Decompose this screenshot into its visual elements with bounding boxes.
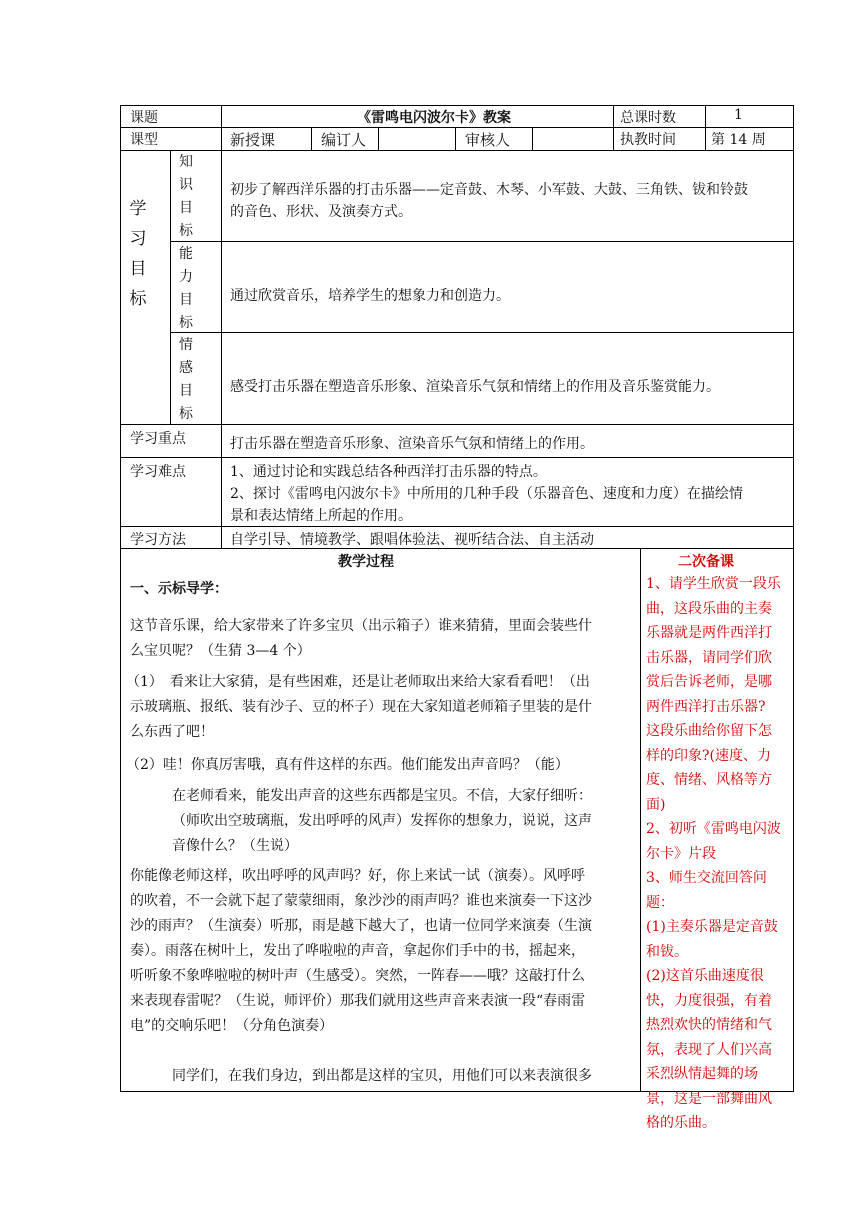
process-line: 沙的雨声？（生演奏）听那，雨是越下越大了，也请一位同学来演奏（生演: [130, 918, 592, 934]
methods-label: 学习方法: [130, 532, 186, 548]
prep-line: 3、师生交流回答问: [646, 870, 767, 886]
prep-line: 面): [646, 796, 666, 813]
prep-line: 采烈纵情起舞的场: [646, 1066, 758, 1082]
process-line: 在老师看来，能发出声音的这些东西都是宝贝。不信，大家仔细听：: [172, 788, 592, 804]
rule-v-prep: [640, 548, 641, 1091]
rule-v-subcol: [170, 150, 171, 424]
process-line: 这节音乐课，给大家带来了许多宝贝（出示箱子）谁来猜猜，里面会装些什: [130, 618, 592, 634]
rule-v-type-c: [455, 127, 456, 150]
prep-line: 样的印象?(速度、力: [646, 747, 771, 764]
prep-line: 氛，表现了人们兴高: [646, 1041, 772, 1058]
process-line: 音像什么？（生说）: [172, 838, 298, 854]
methods-text: 自学引导、情境教学、跟唱体验法、视听结合法、自主活动: [230, 532, 594, 548]
total-hours-value: 1: [734, 107, 743, 123]
ability-text: 通过欣赏音乐，培养学生的想象力和创造力。: [230, 288, 510, 304]
process-line: 听听象不象哗啦啦的树叶声（生感受）。突然，一阵春——哦？这敲打什么: [130, 968, 585, 984]
difficulties-line-1: 1、通过讨论和实践总结各种西洋打击乐器的特点。: [230, 464, 547, 480]
process-line: 示玻璃瓶、报纸、装有沙子、豆的杯子）现在大家知道老师箱子里装的是什: [130, 699, 592, 715]
rule-h-ability: [170, 332, 793, 333]
process-line: （1） 看来让大家猜，是有些困难，还是让老师取出来给大家看看吧！（出: [126, 674, 590, 690]
prep-body: [646, 572, 792, 1136]
prep-line: 2、初听《雷鸣电闪波: [646, 821, 781, 837]
process-line: 么宝贝呢？（生猜 3—4 个）: [130, 643, 311, 659]
process-line: （师吹出空玻璃瓶，发出呼呼的风声）发挥你的想象力，说说，这声: [172, 813, 592, 829]
course-label: 课题: [130, 110, 158, 126]
ability-label: 能 力 目 标: [179, 246, 193, 331]
rule-h-knowledge: [170, 241, 793, 242]
difficulties-line-3: 景和表达情绪上所起的作用。: [230, 508, 412, 524]
prep-line: 题：: [646, 894, 674, 911]
prep-line: 曲，这段乐曲的主奏: [646, 600, 772, 617]
section-1-heading: 一、示标导学：: [130, 581, 228, 597]
keypoints-label: 学习重点: [130, 431, 186, 447]
prep-line: (2)这首乐曲速度很: [646, 968, 764, 984]
knowledge-text-2: 的音色、形状、及演奏方式。: [230, 204, 412, 220]
prep-line: 击乐器，请同学们欣: [646, 649, 772, 666]
rule-v-type-d: [532, 127, 533, 150]
process-line: （2）哇！你真厉害哦，真有件这样的东西。他们能发出声音吗？（能）: [126, 757, 569, 773]
emotion-label: 情 感 目 标: [179, 337, 193, 422]
prep-line: 度、情绪、风格等方: [646, 772, 772, 788]
prep-line: 1、请学生欣赏一段乐: [646, 576, 781, 592]
rule-v-left: [120, 105, 121, 1092]
prep-line: 热烈欢快的情绪和气: [646, 1017, 772, 1033]
rule-v-type-a: [311, 127, 312, 150]
prep-line: 这段乐曲给你留下怎: [646, 723, 772, 739]
teach-time-value: 第 14 周: [711, 132, 766, 148]
rule-v-right: [793, 105, 794, 1092]
process-title: 教学过程: [338, 554, 394, 570]
prep-line: 景，这是一部舞曲风: [646, 1090, 772, 1107]
rule-v-type-b: [378, 127, 379, 150]
rule-v-labelcol: [221, 105, 222, 548]
process-line: 同学们，在我们身边，到出都是这样的宝贝，用他们可以来表演很多: [172, 1068, 592, 1084]
prep-line: 两件西洋打击乐器?: [646, 698, 766, 715]
total-hours-label: 总课时数: [620, 110, 676, 126]
type-label: 课型: [130, 132, 158, 148]
process-line: 么东西了吧！: [130, 724, 214, 740]
prep-line: 快，力度很强，有着: [646, 992, 772, 1009]
process-line: 电”的交响乐吧！（分角色演奏）: [130, 1018, 334, 1034]
process-line: 的吹着，不一会就下起了蒙蒙细雨，象沙沙的雨声吗？谁也来演奏一下这沙: [130, 893, 592, 909]
knowledge-label: 知 识 目 标: [179, 154, 193, 239]
teach-time-label: 执教时间: [620, 132, 676, 148]
knowledge-text-1: 初步了解西洋乐器的打击乐器——定音鼓、木琴、小军鼓、大鼓、三角铁、钹和铃鼓: [230, 182, 748, 198]
difficulties-label: 学习难点: [130, 464, 186, 480]
prep-line: 格的乐曲。: [646, 1115, 716, 1131]
rule-v-hours: [613, 105, 614, 150]
emotion-text: 感受打击乐器在塑造音乐形象、渲染音乐气氛和情绪上的作用及音乐鉴赏能力。: [230, 379, 720, 395]
prep-line: (1)主奏乐器是定音鼓: [646, 919, 778, 935]
editor-label: 编订人: [321, 131, 367, 149]
prep-line: 赏后告诉老师，是哪: [646, 674, 772, 690]
prep-title: 二次备课: [678, 554, 734, 570]
keypoints-text: 打击乐器在塑造音乐形象、渲染音乐气氛和情绪上的作用。: [230, 436, 594, 452]
course-title: 《雷鸣电闪波尔卡》教案: [357, 110, 511, 126]
difficulties-line-2: 2、探讨《雷鸣电闪波尔卡》中所用的几种手段（乐器音色、速度和力度）在描绘情: [230, 486, 743, 502]
prep-line: 乐器就是两件西洋打: [646, 625, 772, 641]
prep-line: 和钹。: [646, 943, 688, 960]
objectives-label: 学 习 目 标: [129, 199, 147, 309]
rule-v-hoursval: [705, 105, 706, 150]
prep-line: 尔卡》片段: [646, 845, 716, 862]
process-line: 来表现春雷呢？（生说，师评价）那我们就用这些声音来表演一段“春雨雷: [130, 993, 586, 1009]
process-line: 你能像老师这样，吹出呼呼的风声吗？好，你上来试一试（演奏）。风呼呼: [130, 868, 585, 884]
reviewer-label: 审核人: [465, 131, 511, 149]
type-value: 新授课: [230, 131, 276, 149]
process-line: 奏）。雨落在树叶上，发出了哗啦啦的声音，拿起你们手中的书，摇起来，: [130, 943, 585, 959]
